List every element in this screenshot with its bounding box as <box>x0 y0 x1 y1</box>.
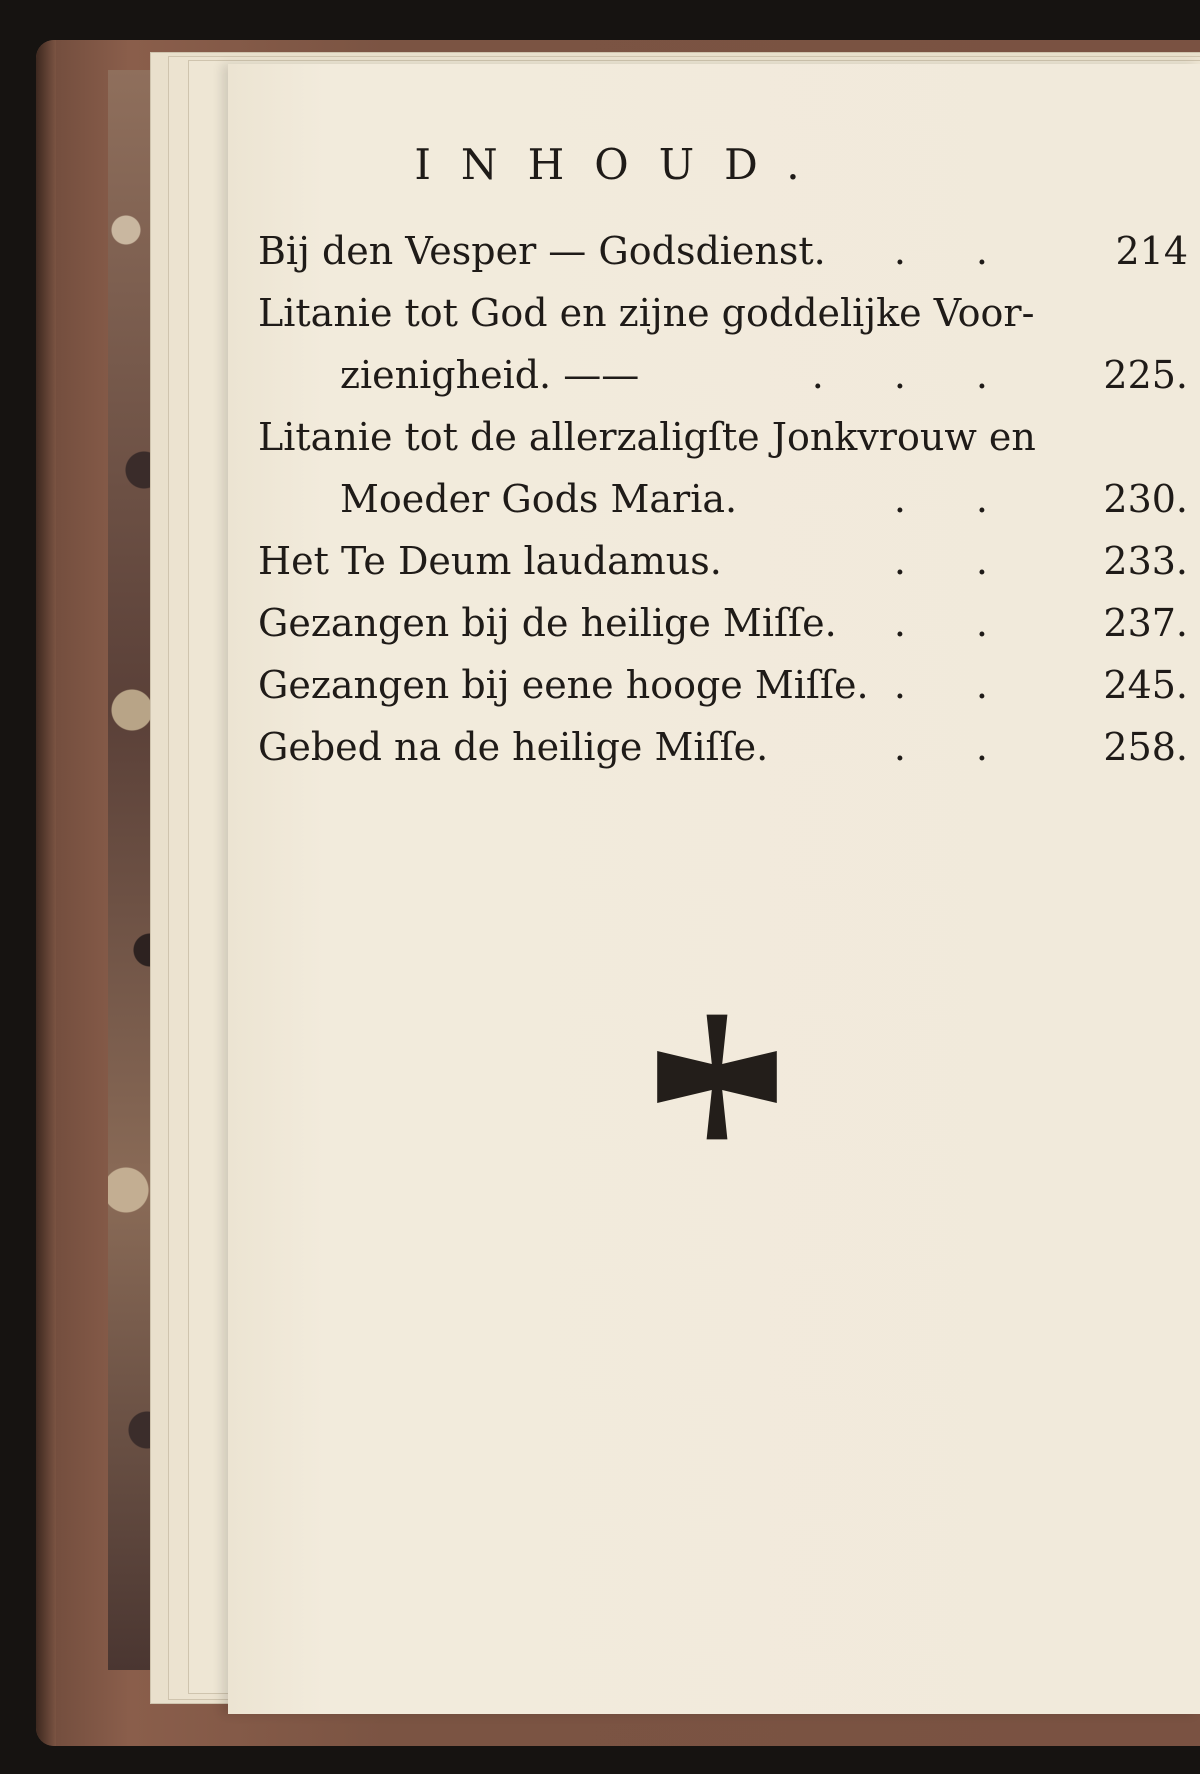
toc-entry <box>258 716 1188 778</box>
leader-dots: .. <box>893 539 1058 583</box>
toc-entry-title: Litanie tot God en zijne goddelijke Voor- <box>258 291 1035 335</box>
toc-entry-title: Bij den Vesper — Godsdienst. <box>258 229 826 273</box>
cross-pattee-icon <box>652 1012 782 1142</box>
toc-entry-continuation <box>258 344 1188 406</box>
leader-dots: ... <box>811 353 1058 397</box>
toc-page-number: 237. <box>1103 601 1188 645</box>
toc-entry-title: Gezangen bij eene hooge Miſſe. <box>258 663 869 707</box>
toc-entry-title: Moeder Gods Maria. <box>340 477 738 521</box>
toc-entry <box>258 220 1188 282</box>
toc-entry <box>258 282 1188 344</box>
toc-page-number: 230. <box>1103 477 1188 521</box>
toc-entry <box>258 406 1188 468</box>
leader-dots: .. <box>893 725 1058 769</box>
toc-page-number: 258. <box>1103 725 1188 769</box>
toc-entry <box>258 530 1188 592</box>
toc-page-number: 225. <box>1103 353 1188 397</box>
leader-dots: .. <box>893 601 1058 645</box>
toc-entry <box>258 654 1188 716</box>
toc-entry-title: Het Te Deum laudamus. <box>258 539 722 583</box>
table-of-contents <box>258 220 1188 778</box>
leader-dots: .. <box>893 477 1058 521</box>
leader-dots: .. <box>893 663 1058 707</box>
toc-page-number: 233. <box>1103 539 1188 583</box>
toc-entry-title: Gebed na de heilige Miſſe. <box>258 725 769 769</box>
toc-entry-title: Gezangen bij de heilige Miſſe. <box>258 601 837 645</box>
toc-entry <box>258 592 1188 654</box>
leader-dots: .. <box>893 229 1058 273</box>
toc-page-number: 214 <box>1115 229 1188 273</box>
page-title: INHOUD. <box>414 140 830 189</box>
toc-entry-title: Litanie tot de allerzaligſte Jonkvrouw en <box>258 415 1036 459</box>
toc-entry-title: zienigheid. —— <box>340 353 640 397</box>
book-spine <box>36 40 56 1746</box>
toc-page-number: 245. <box>1103 663 1188 707</box>
toc-entry-continuation <box>258 468 1188 530</box>
